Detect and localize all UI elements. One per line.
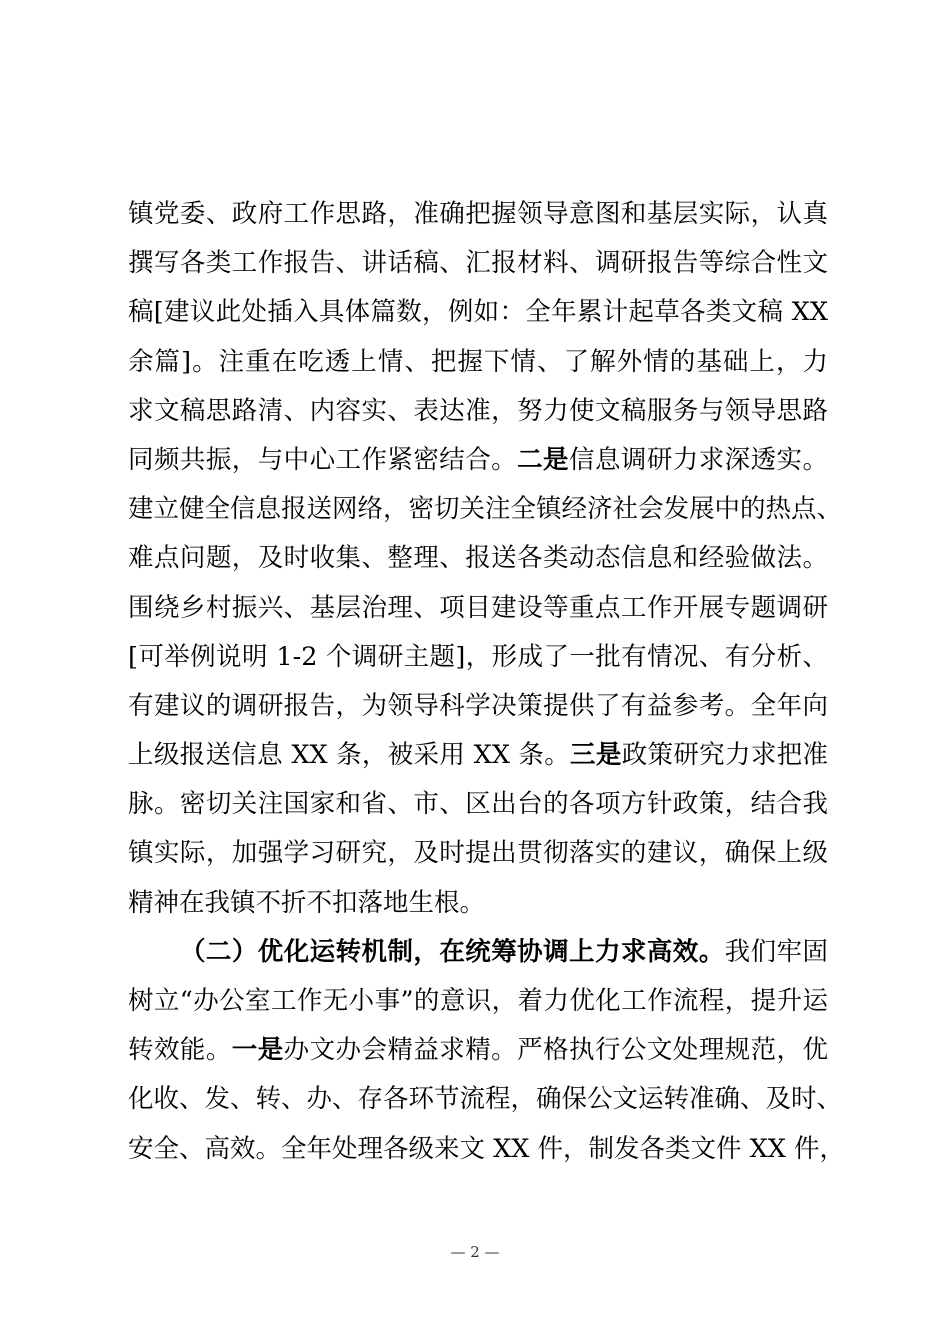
text-line: 难点问题，及时收集、整理、报送各类动态信息和经验做法。 (128, 543, 828, 574)
text-line (128, 436, 828, 485)
text-line: 化收、发、转、办、存各环节流程，确保公文运转准确、及时、 (128, 1084, 843, 1115)
text-run: 政策研究力求把准 (621, 740, 828, 771)
text-run: 上级报送信息 XX 条，被采用 XX 条。 (128, 740, 571, 771)
text-line: 围绕乡村振兴、基层治理、项目建设等重点工作开展专题调研 (128, 592, 828, 623)
text-line: 精神在我镇不折不扣落地生根。 (128, 887, 486, 918)
text-line: 余篇]。注重在吃透上情、把握下情、了解外情的基础上，力 (128, 346, 828, 377)
text-run: 同频共振，与中心工作紧密结合。 (128, 444, 518, 475)
text-line: 镇实际，加强学习研究，及时提出贯彻落实的建议，确保上级 (128, 838, 828, 869)
text-run: 办文办会精益求精。严格执行公文处理规范，优 (283, 1035, 828, 1066)
text-line: 镇党委、政府工作思路，准确把握领导意图和基层实际，认真 (128, 199, 828, 229)
text-line: 有建议的调研报告，为领导科学决策提供了有益参考。全年向 (128, 690, 828, 721)
bold-marker: 三是 (570, 740, 622, 771)
bold-marker: 一是 (231, 1035, 284, 1066)
text-line: [可举例说明 1-2 个调研主题]，形成了一批有情况、有分析、 (128, 641, 828, 672)
text-run: 信息调研力求深透实。 (569, 444, 828, 475)
text-line: 树立“办公室工作无小事”的意识，着力优化工作流程，提升运 (128, 986, 828, 1016)
text-run: 我们牢固 (724, 936, 828, 967)
text-line: 稿[建议此处插入具体篇数，例如：全年累计起草各类文稿 XX (128, 297, 828, 328)
text-line: 求文稿思路清、内容实、表达准，努力使文稿服务与领导思路 (128, 395, 828, 426)
text-line: 安全、高效。全年处理各级来文 XX 件，制发各类文件 XX 件， (128, 1133, 846, 1164)
bold-marker: 二是 (517, 444, 569, 475)
section-heading: （二）优化运转机制，在统筹协调上力求高效。 (180, 936, 725, 967)
body-text (128, 190, 846, 1174)
text-line: 撰写各类工作报告、讲话稿、汇报材料、调研报告等综合性文 (128, 248, 828, 279)
text-line: 脉。密切关注国家和省、市、区出台的各项方针政策，结合我 (128, 789, 828, 820)
section-heading-line (128, 928, 828, 977)
text-line: 建立健全信息报送网络，密切关注全镇经济社会发展中的热点、 (128, 494, 843, 525)
page-number: — 2 — (450, 1243, 500, 1261)
text-line (128, 1026, 828, 1075)
text-line (128, 731, 828, 780)
text-run: 转效能。 (128, 1035, 232, 1066)
